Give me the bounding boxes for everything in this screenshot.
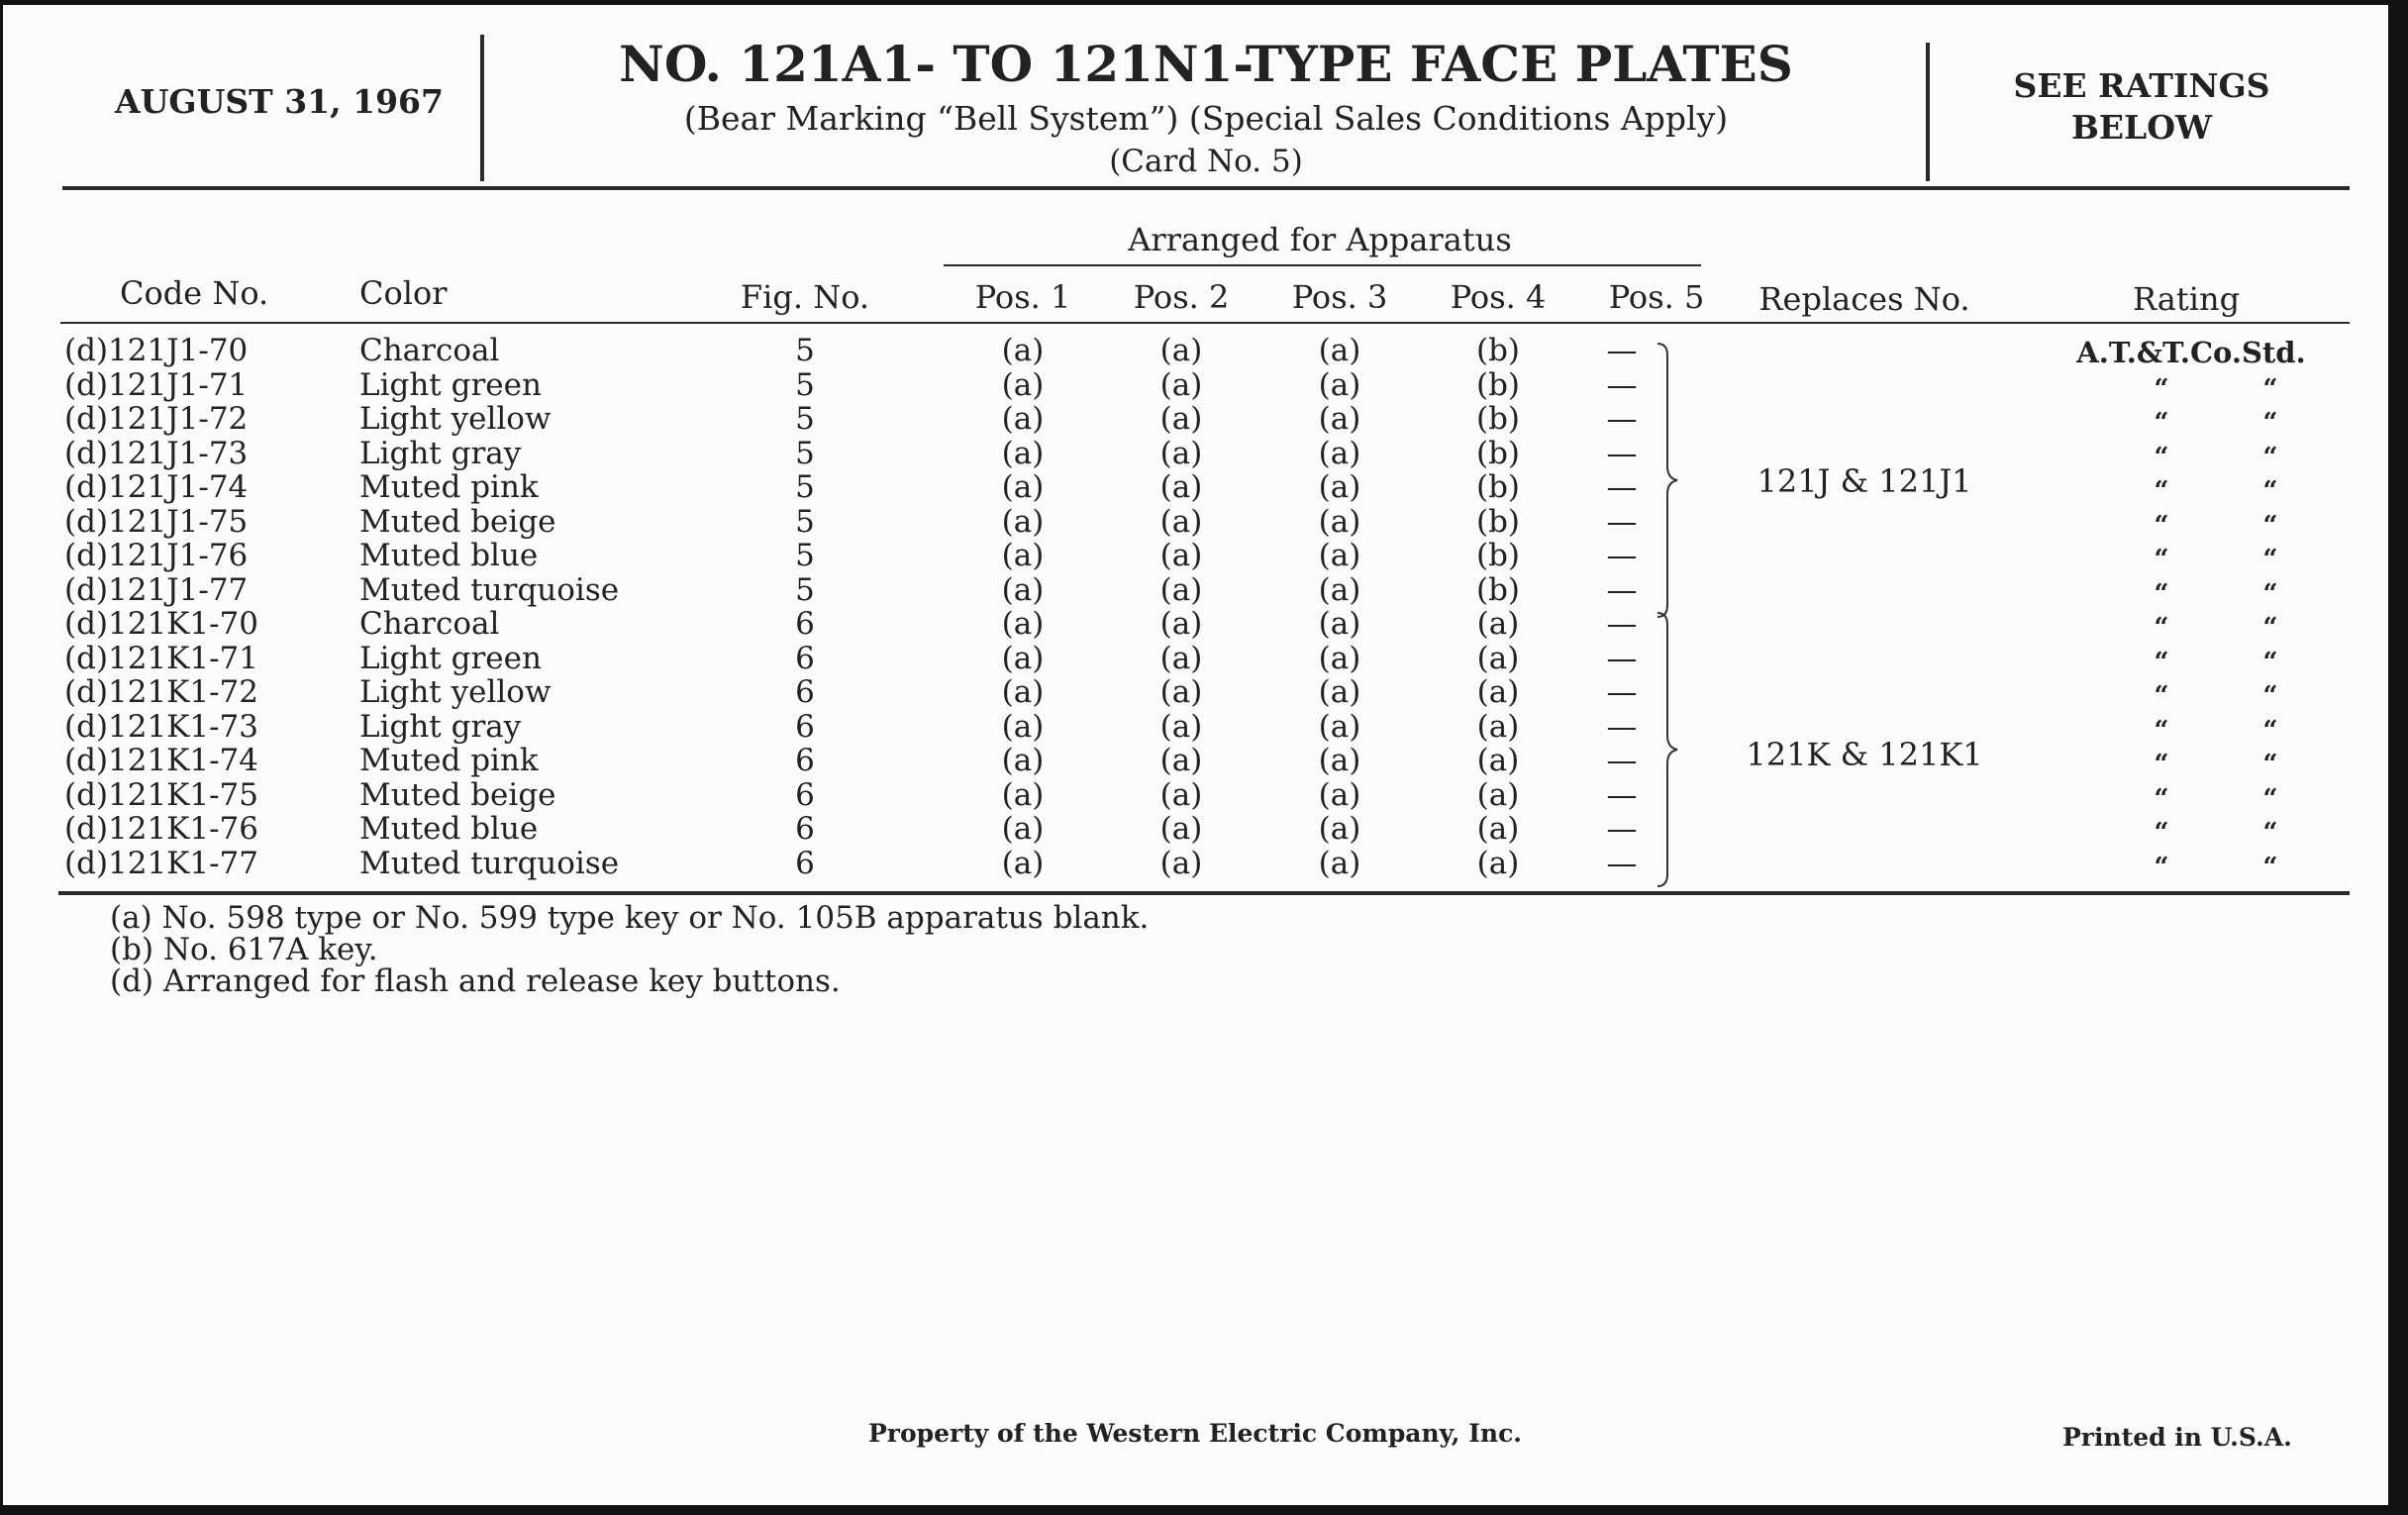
cell-fig: 6	[795, 845, 815, 881]
cell-pos4: (b)	[1475, 366, 1521, 403]
replaces-group-k: 121K & 121K1	[1746, 736, 1983, 773]
cell-pos4: (a)	[1476, 640, 1520, 676]
cell-pos1: (a)	[1001, 811, 1045, 847]
header-rule	[62, 186, 2350, 190]
cell-pos2: (a)	[1159, 401, 1203, 437]
cell-pos4: (b)	[1475, 435, 1521, 471]
cell-pos3: (a)	[1318, 333, 1361, 368]
card-number: (Card No. 5)	[1109, 144, 1303, 179]
cell-fig: 5	[795, 571, 815, 608]
cell-pos5: —	[1606, 401, 1638, 437]
cell-code: (d)121J1-70	[64, 333, 249, 368]
cell-pos5: —	[1606, 708, 1638, 745]
cell-fig: 5	[795, 538, 815, 573]
cell-pos4: (a)	[1476, 743, 1520, 778]
cell-rating-ditto: “	[2154, 783, 2169, 814]
note-b: (b) No. 617A key.	[110, 932, 378, 967]
cell-pos1: (a)	[1001, 435, 1045, 471]
cell-pos2: (a)	[1159, 845, 1203, 881]
cell-pos5: —	[1606, 674, 1638, 710]
cell-pos2: (a)	[1159, 640, 1203, 676]
cell-fig: 6	[795, 811, 815, 847]
page-title: NO. 121A1- TO 121N1-TYPE FACE PLATES	[619, 35, 1793, 93]
cell-pos4: (a)	[1476, 606, 1520, 642]
cell-rating-ditto: “	[2262, 408, 2278, 438]
cell-rating-ditto: “	[2154, 818, 2169, 848]
cell-pos5: —	[1606, 640, 1638, 676]
col-header-color: Color	[359, 274, 448, 312]
cell-pos4: (a)	[1476, 811, 1520, 847]
ratings-note-line2: BELOW	[2070, 108, 2213, 147]
cell-pos5: —	[1606, 845, 1638, 881]
cell-rating-ditto: “	[2262, 783, 2278, 814]
cell-rating-ditto: “	[2262, 613, 2278, 643]
cell-pos1: (a)	[1001, 333, 1045, 368]
cell-pos1: (a)	[1001, 674, 1045, 710]
cell-pos5: —	[1606, 503, 1638, 540]
cell-pos5: —	[1606, 743, 1638, 778]
cell-color: Muted pink	[359, 743, 539, 778]
cell-rating-ditto: “	[2262, 681, 2278, 711]
property-footer: Property of the Western Electric Company, Inc.	[868, 1419, 1523, 1448]
cell-pos1: (a)	[1001, 743, 1045, 778]
page-subtitle: (Bear Marking “Bell System”) (Special Sales Conditions Apply)	[683, 99, 1729, 138]
cell-fig: 5	[795, 333, 815, 368]
column-header-rule	[60, 322, 2350, 324]
cell-pos3: (a)	[1318, 401, 1361, 437]
cell-rating-ditto: “	[2262, 818, 2278, 848]
cell-pos4: (a)	[1476, 845, 1520, 881]
cell-rating-ditto: “	[2154, 578, 2169, 609]
cell-pos3: (a)	[1318, 606, 1361, 642]
cell-code: (d)121K1-71	[64, 640, 259, 676]
cell-color: Light gray	[359, 708, 522, 745]
col-header-fig: Fig. No.	[740, 278, 870, 316]
cell-pos4: (a)	[1476, 708, 1520, 745]
cell-pos3: (a)	[1318, 571, 1361, 608]
table-bottom-rule	[58, 891, 2350, 895]
cell-pos1: (a)	[1001, 708, 1045, 745]
cell-pos2: (a)	[1159, 469, 1203, 505]
cell-color: Light green	[359, 640, 542, 676]
cell-color: Light yellow	[359, 401, 552, 437]
cell-rating-ditto: “	[2262, 715, 2278, 746]
cell-pos4: (b)	[1475, 333, 1521, 368]
note-a: (a) No. 598 type or No. 599 type key or No. 105B apparatus blank.	[110, 900, 1150, 936]
cell-pos4: (a)	[1476, 674, 1520, 710]
cell-pos1: (a)	[1001, 640, 1045, 676]
cell-color: Light green	[359, 366, 542, 403]
cell-pos1: (a)	[1001, 845, 1045, 881]
cell-rating-ditto: “	[2262, 510, 2278, 541]
cell-color: Charcoal	[359, 606, 500, 642]
cell-pos5: —	[1606, 469, 1638, 505]
cell-pos5: —	[1606, 435, 1638, 471]
cell-rating-ditto: “	[2262, 373, 2278, 404]
cell-rating-ditto: “	[2262, 476, 2278, 506]
cell-rating-ditto: “	[2262, 750, 2278, 779]
cell-pos2: (a)	[1159, 571, 1203, 608]
cell-rating-ditto: “	[2262, 545, 2278, 574]
cell-code: (d)121J1-77	[64, 571, 249, 608]
cell-pos1: (a)	[1001, 469, 1045, 505]
col-header-pos5: Pos. 5	[1608, 278, 1705, 316]
cell-fig: 5	[795, 366, 815, 403]
col-header-code: Code No.	[120, 274, 269, 312]
cell-fig: 6	[795, 743, 815, 778]
cell-pos5: —	[1606, 366, 1638, 403]
ratings-note-line1: SEE RATINGS	[2013, 66, 2270, 105]
cell-pos2: (a)	[1159, 606, 1203, 642]
cell-pos5: —	[1606, 776, 1638, 813]
cell-color: Charcoal	[359, 333, 500, 368]
catalog-card	[3, 5, 2388, 1505]
replaces-group-j: 121J & 121J1	[1756, 462, 1972, 500]
cell-rating-ditto: “	[2262, 852, 2278, 882]
cell-fig: 5	[795, 469, 815, 505]
cell-code: (d)121K1-70	[64, 606, 259, 642]
cell-pos4: (a)	[1476, 776, 1520, 813]
cell-code: (d)121J1-71	[64, 366, 249, 403]
cell-code: (d)121J1-73	[64, 435, 249, 471]
cell-rating-ditto: “	[2154, 510, 2169, 541]
cell-code: (d)121J1-76	[64, 538, 249, 573]
cell-fig: 6	[795, 674, 815, 710]
cell-fig: 5	[795, 401, 815, 437]
cell-pos2: (a)	[1159, 366, 1203, 403]
cell-pos3: (a)	[1318, 674, 1361, 710]
cell-color: Light yellow	[359, 674, 552, 710]
cell-pos3: (a)	[1318, 503, 1361, 540]
cell-code: (d)121J1-74	[64, 469, 249, 505]
cell-rating-ditto: “	[2262, 578, 2278, 609]
cell-pos5: —	[1606, 538, 1638, 573]
cell-pos1: (a)	[1001, 366, 1045, 403]
col-header-replaces: Replaces No.	[1758, 280, 1970, 318]
cell-fig: 6	[795, 776, 815, 813]
cell-pos3: (a)	[1318, 538, 1361, 573]
cell-code: (d)121K1-77	[64, 845, 259, 881]
header-divider-left	[480, 35, 484, 181]
cell-fig: 5	[795, 435, 815, 471]
cell-rating-ditto: “	[2262, 647, 2278, 677]
cell-pos2: (a)	[1159, 503, 1203, 540]
cell-fig: 6	[795, 708, 815, 745]
cell-rating-ditto: “	[2154, 715, 2169, 746]
cell-color: Light gray	[359, 435, 522, 471]
cell-rating-ditto: “	[2154, 476, 2169, 506]
cell-pos4: (b)	[1475, 503, 1521, 540]
cell-pos3: (a)	[1318, 640, 1361, 676]
cell-color: Muted pink	[359, 469, 539, 505]
cell-pos1: (a)	[1001, 571, 1045, 608]
cell-pos1: (a)	[1001, 503, 1045, 540]
cell-pos3: (a)	[1318, 845, 1361, 881]
cell-pos5: —	[1606, 811, 1638, 847]
brace-group-j	[1652, 342, 1691, 619]
col-header-pos3: Pos. 3	[1291, 278, 1388, 316]
col-header-pos1: Pos. 1	[974, 278, 1071, 316]
group-header-rule	[944, 264, 1701, 266]
cell-color: Muted turquoise	[359, 845, 620, 881]
cell-pos4: (b)	[1475, 571, 1521, 608]
cell-color: Muted blue	[359, 811, 539, 847]
cell-rating: A.T.&T.Co.Std.	[2076, 336, 2306, 369]
cell-rating-ditto: “	[2154, 647, 2169, 677]
cell-pos2: (a)	[1159, 333, 1203, 368]
cell-pos3: (a)	[1318, 776, 1361, 813]
cell-code: (d)121J1-75	[64, 503, 249, 540]
brace-group-k	[1652, 611, 1691, 888]
cell-rating-ditto: “	[2154, 373, 2169, 404]
col-header-rating: Rating	[2132, 280, 2241, 318]
cell-pos5: —	[1606, 571, 1638, 608]
cell-pos2: (a)	[1159, 538, 1203, 573]
cell-pos5: —	[1606, 606, 1638, 642]
group-header: Arranged for Apparatus	[1128, 221, 1512, 258]
cell-color: Muted blue	[359, 538, 539, 573]
cell-pos2: (a)	[1159, 811, 1203, 847]
cell-pos3: (a)	[1318, 366, 1361, 403]
cell-rating-ditto: “	[2154, 442, 2169, 472]
cell-code: (d)121K1-72	[64, 674, 259, 710]
cell-fig: 5	[795, 503, 815, 540]
cell-pos2: (a)	[1159, 708, 1203, 745]
cell-pos1: (a)	[1001, 401, 1045, 437]
issue-date: AUGUST 31, 1967	[115, 82, 444, 121]
cell-rating-ditto: “	[2154, 613, 2169, 643]
cell-pos2: (a)	[1159, 776, 1203, 813]
cell-pos3: (a)	[1318, 435, 1361, 471]
cell-pos2: (a)	[1159, 743, 1203, 778]
cell-rating-ditto: “	[2154, 408, 2169, 438]
cell-color: Muted beige	[359, 503, 556, 540]
cell-rating-ditto: “	[2154, 545, 2169, 574]
cell-pos1: (a)	[1001, 606, 1045, 642]
cell-code: (d)121K1-74	[64, 743, 259, 778]
cell-pos1: (a)	[1001, 776, 1045, 813]
cell-pos4: (b)	[1475, 538, 1521, 573]
cell-rating-ditto: “	[2154, 681, 2169, 711]
col-header-pos2: Pos. 2	[1133, 278, 1230, 316]
col-header-pos4: Pos. 4	[1450, 278, 1547, 316]
cell-pos3: (a)	[1318, 811, 1361, 847]
printed-footer: Printed in U.S.A.	[2062, 1423, 2292, 1452]
cell-code: (d)121K1-76	[64, 811, 259, 847]
header-divider-right	[1926, 43, 1930, 181]
cell-pos3: (a)	[1318, 708, 1361, 745]
cell-code: (d)121J1-72	[64, 401, 249, 437]
cell-fig: 6	[795, 640, 815, 676]
cell-color: Muted beige	[359, 776, 556, 813]
cell-pos4: (b)	[1475, 401, 1521, 437]
cell-rating-ditto: “	[2154, 852, 2169, 882]
cell-pos3: (a)	[1318, 743, 1361, 778]
cell-fig: 6	[795, 606, 815, 642]
cell-code: (d)121K1-75	[64, 776, 259, 813]
cell-rating-ditto: “	[2154, 750, 2169, 779]
cell-pos2: (a)	[1159, 674, 1203, 710]
cell-rating-ditto: “	[2262, 442, 2278, 472]
cell-pos3: (a)	[1318, 469, 1361, 505]
note-d: (d) Arranged for flash and release key buttons.	[110, 963, 841, 999]
cell-color: Muted turquoise	[359, 571, 620, 608]
cell-code: (d)121K1-73	[64, 708, 259, 745]
cell-pos4: (b)	[1475, 469, 1521, 505]
cell-pos1: (a)	[1001, 538, 1045, 573]
cell-pos2: (a)	[1159, 435, 1203, 471]
cell-pos5: —	[1606, 333, 1638, 368]
